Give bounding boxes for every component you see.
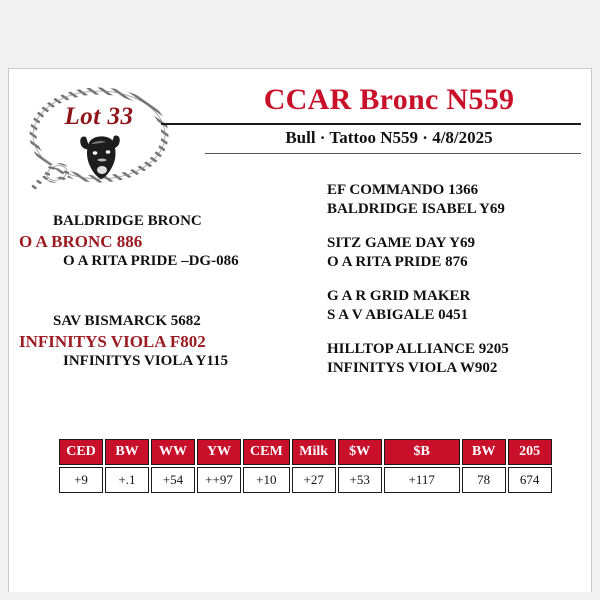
epd-header-cell: BW xyxy=(462,439,506,465)
epd-header-row xyxy=(59,439,552,465)
dam-dam-name: INFINITYS VIOLA Y115 xyxy=(63,353,229,369)
lot-badge xyxy=(23,81,175,193)
dam-sire-name: SAV BISMARCK 5682 xyxy=(53,313,201,329)
epd-value-cell: ++97 xyxy=(197,467,241,493)
dam-pedigree-block xyxy=(19,312,228,371)
epd-value-cell: +.1 xyxy=(105,467,149,493)
sire-name: O A BRONC 886 xyxy=(19,232,143,251)
sire-dam-name: O A RITA PRIDE –DG-086 xyxy=(63,253,239,269)
grandparent-name: S A V ABIGALE 0451 xyxy=(327,307,469,323)
epd-header-cell: CEM xyxy=(243,439,290,465)
epd-header-cell: $W xyxy=(338,439,382,465)
epd-header-cell: WW xyxy=(151,439,195,465)
grandparent-pair-4 xyxy=(327,340,509,378)
grandparent-name: EF COMMANDO 1366 xyxy=(327,182,479,198)
sire-sire-name: BALDRIDGE BRONC xyxy=(53,213,202,229)
epd-header-cell: YW xyxy=(197,439,241,465)
grandparent-name: HILLTOP ALLIANCE 9205 xyxy=(327,341,509,357)
grandparent-name: SITZ GAME DAY Y69 xyxy=(327,235,475,251)
dam-name: INFINITYS VIOLA F802 xyxy=(19,332,206,351)
epd-table xyxy=(57,437,554,495)
grandparent-pair-3 xyxy=(327,287,470,325)
epd-header-cell: CED xyxy=(59,439,103,465)
grandparent-name: O A RITA PRIDE 876 xyxy=(327,254,468,270)
epd-value-cell: +9 xyxy=(59,467,103,493)
bull-head-icon xyxy=(77,129,123,181)
page-title: CCAR Bronc N559 xyxy=(263,83,515,116)
epd-value-cell: +10 xyxy=(243,467,290,493)
sire-pedigree-block xyxy=(19,212,239,271)
grandparent-pair-1 xyxy=(327,181,505,219)
lot-number-label: Lot 33 xyxy=(64,103,134,130)
grandparent-name: G A R GRID MAKER xyxy=(327,288,471,304)
epd-header-cell: $B xyxy=(384,439,460,465)
epd-value-cell: +117 xyxy=(384,467,460,493)
epd-value-cell: +53 xyxy=(338,467,382,493)
grandparent-name: INFINITYS VIOLA W902 xyxy=(327,360,498,376)
epd-value-cell: +54 xyxy=(151,467,195,493)
epd-header-cell: Milk xyxy=(292,439,336,465)
grandparent-pair-2 xyxy=(327,234,475,272)
epd-value-row xyxy=(59,467,552,493)
epd-header-cell: BW xyxy=(105,439,149,465)
lot-card xyxy=(8,68,592,592)
grandparent-name: BALDRIDGE ISABEL Y69 xyxy=(327,201,505,217)
epd-value-cell: 78 xyxy=(462,467,506,493)
epd-header-cell: 205 xyxy=(508,439,552,465)
epd-value-cell: +27 xyxy=(292,467,336,493)
epd-value-cell: 674 xyxy=(508,467,552,493)
title-divider xyxy=(161,123,581,125)
page-subtitle: Bull · Tattoo N559 · 4/8/2025 xyxy=(285,128,493,147)
subtitle-divider xyxy=(205,153,581,154)
